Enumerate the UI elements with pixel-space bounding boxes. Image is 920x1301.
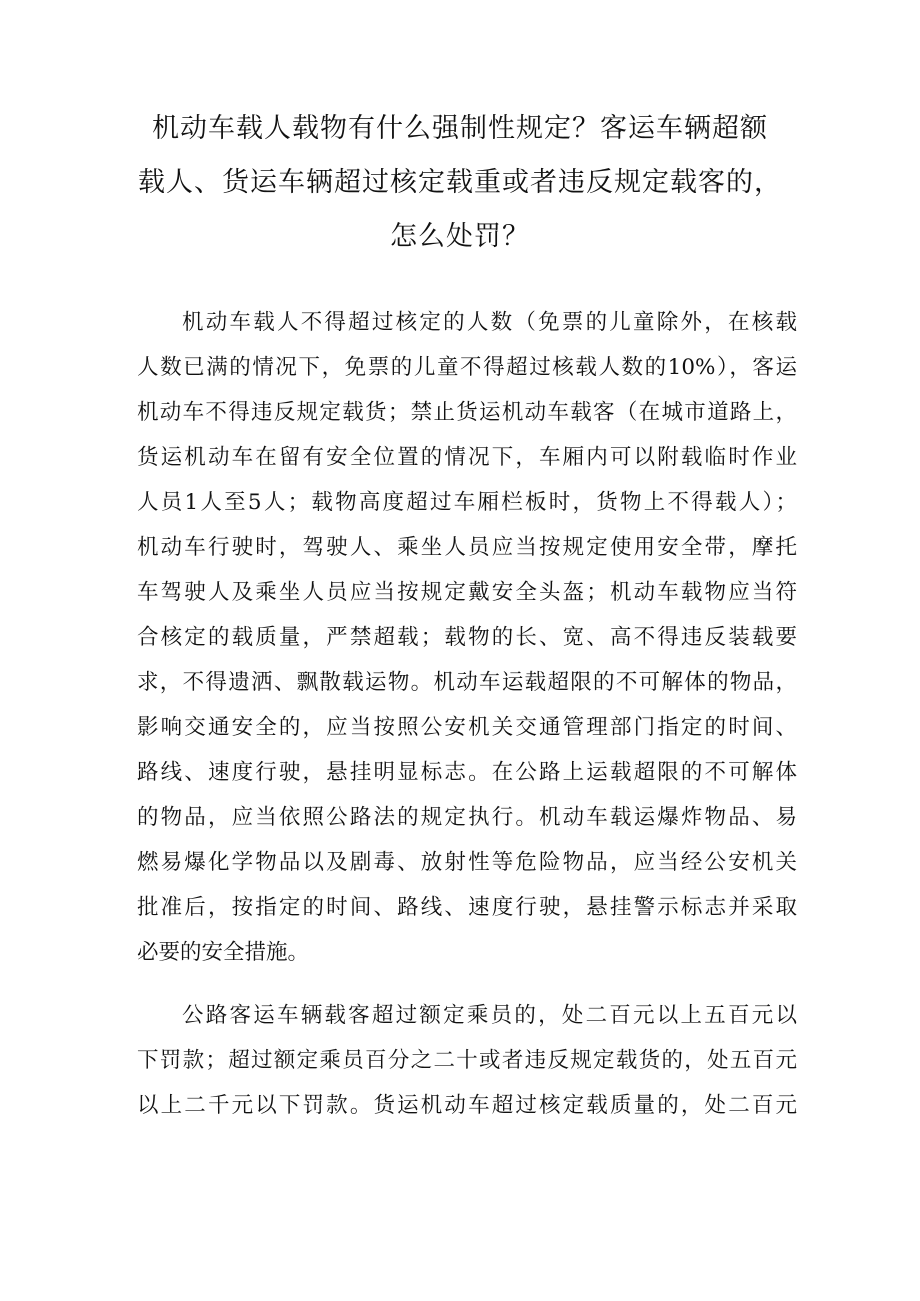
text-line: 下罚款；超过额定乘员百分之二十或者违反规定载货的，处五百元 xyxy=(137,1048,797,1073)
title-line: 怎么处罚？ xyxy=(390,221,530,252)
text-line: 机动车行驶时，驾驶人、乘坐人员应当按规定使用安全带，摩托 xyxy=(137,535,797,560)
text-line: 公路客运车辆载客超过额定乘员的，处二百元以上五百元以 xyxy=(182,1003,797,1028)
paragraph-vehicle-loading-rules xyxy=(137,300,797,975)
text-line: 批准后，按指定的时间、路线、速度行驶，悬挂警示标志并采取 xyxy=(137,895,797,920)
text-line: 路线、速度行驶，悬挂明显标志。在公路上运载超限的不可解体 xyxy=(137,760,797,785)
paragraph-penalties xyxy=(137,993,797,1128)
text-line: 求，不得遗洒、飘散载运物。机动车运载超限的不可解体的物品， xyxy=(137,670,797,695)
text-line: 影响交通安全的，应当按照公安机关交通管理部门指定的时间、 xyxy=(137,715,797,740)
text-line: 合核定的载质量，严禁超载；载物的长、宽、高不得违反装载要 xyxy=(137,625,797,650)
text-line: 货运机动车在留有安全位置的情况下，车厢内可以附载临时作业 xyxy=(137,445,797,470)
text-line: 人数已满的情况下，免票的儿童不得超过核载人数的10%），客运 xyxy=(137,355,797,380)
text-line: 以上二千元以下罚款。货运机动车超过核定载质量的，处二百元 xyxy=(137,1093,797,1118)
text-line: 燃易爆化学物品以及剧毒、放射性等危险物品，应当经公安机关 xyxy=(137,850,797,875)
text-line: 机动车不得违反规定载货；禁止货运机动车载客（在城市道路上， xyxy=(137,400,797,425)
text-line: 机动车载人不得超过核定的人数（免票的儿童除外，在核载 xyxy=(182,310,797,335)
text-line: 车驾驶人及乘坐人员应当按规定戴安全头盔；机动车载物应当符 xyxy=(137,580,797,605)
text-line: 人员1人至5人；载物高度超过车厢栏板时，货物上不得载人）； xyxy=(137,490,797,515)
document-title xyxy=(130,102,790,264)
title-line: 载人、货运车辆超过核定载重或者违反规定载客的， xyxy=(138,167,782,198)
title-line: 机动车载人载物有什么强制性规定？客运车辆超额 xyxy=(152,113,768,144)
document-body xyxy=(137,300,797,1128)
text-line: 的物品，应当依照公路法的规定执行。机动车载运爆炸物品、易 xyxy=(137,805,797,830)
text-line: 必要的安全措施。 xyxy=(137,940,310,965)
